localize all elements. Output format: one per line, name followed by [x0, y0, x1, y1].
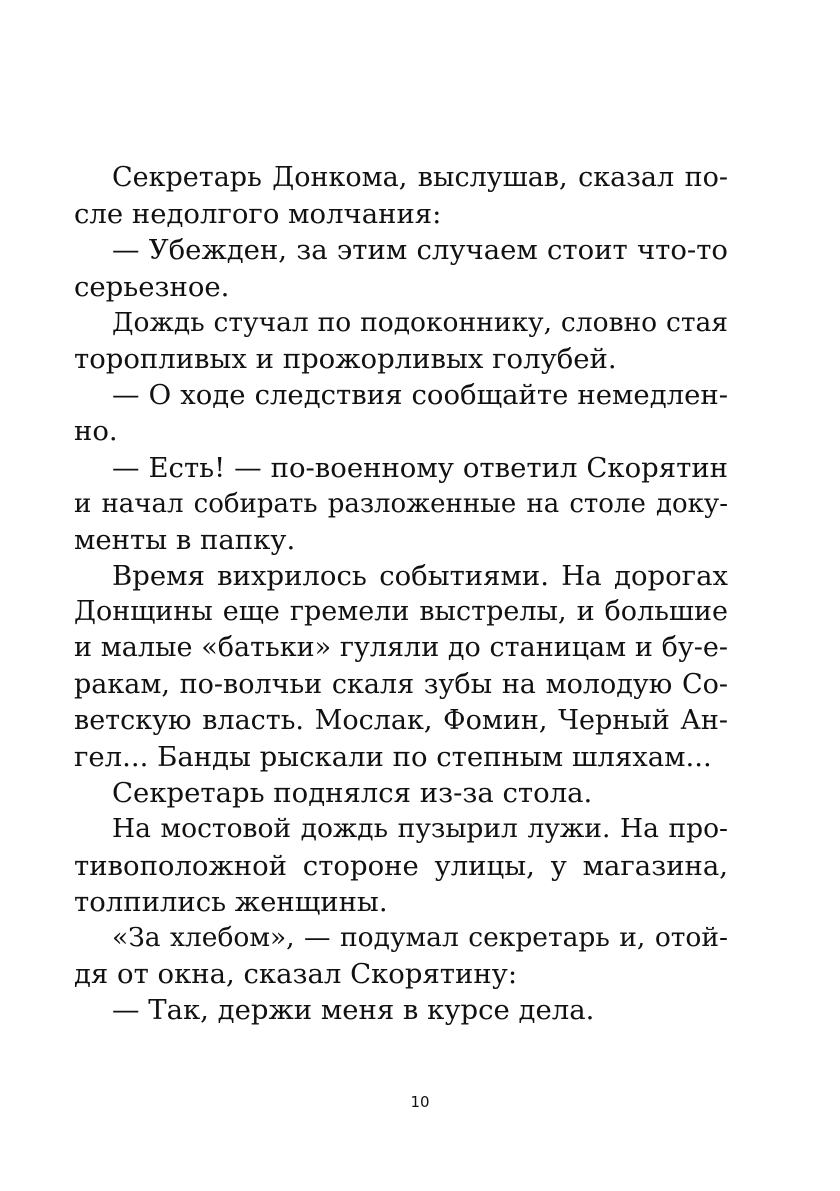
text-line: дя от окна, сказал Скорятину: — [74, 958, 518, 991]
text-line: серьезное. — [74, 270, 230, 303]
text-line: — Так, держи меня в курсе дела. — [112, 994, 595, 1027]
text-line: Секретарь поднялся из-за стола. — [112, 777, 593, 810]
page-number: 10 — [410, 1093, 430, 1111]
text-line: Время вихрилось событиями. На дорогах — [112, 560, 728, 593]
text-line: толпились женщины. — [74, 885, 388, 918]
text-line: менты в папку. — [74, 523, 296, 556]
text-line: ракам, по-волчьи скаля зубы на молодую Со- — [74, 668, 728, 700]
text-line: но. — [74, 415, 118, 448]
text-line: Секретарь Донкома, выслушав, сказал по- — [112, 162, 728, 193]
body-text — [74, 160, 728, 1029]
text-line: и малые «батьки» гуляли до станицам и бу-е- — [74, 632, 728, 664]
text-line: тивоположной стороне улицы, у магазина, — [74, 849, 728, 882]
text-line: — Убежден, за этим случаем стоит что-то — [112, 234, 728, 267]
text-line: Дождь стучал по подоконнику, словно стая — [112, 306, 728, 338]
text-line: — Есть! — по-военному ответил Скорятин — [112, 451, 728, 484]
text-line: торопливых и прожорливых голубей. — [74, 342, 617, 375]
text-line: ветскую власть. Мослак, Фомин, Черный Ан- — [74, 704, 728, 736]
text-line: и начал собирать разложенные на столе доку- — [74, 488, 728, 519]
text-line: — О ходе следствия сообщайте немедлен- — [112, 379, 728, 412]
text-line: гел... Банды рыскали по степным шляхам... — [74, 741, 712, 773]
text-line: Донщины еще гремели выстрелы, и большие — [74, 596, 728, 628]
text-line: сле недолгого молчания: — [74, 198, 442, 231]
text-line: На мостовой дождь пузырил лужи. На про- — [112, 813, 728, 845]
text-line: «За хлебом», — подумал секретарь и, отой- — [112, 921, 728, 953]
